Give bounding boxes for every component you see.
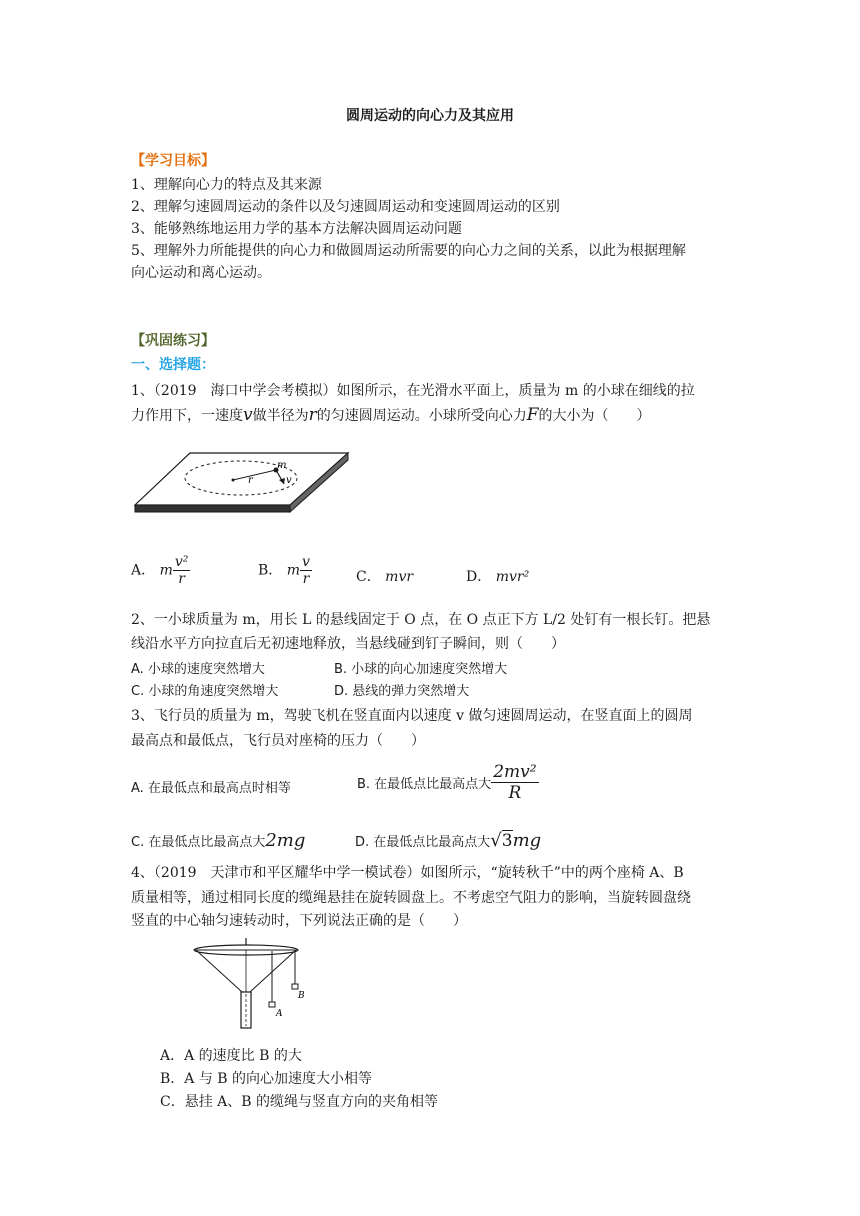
q3-d-text: D. 在最低点比最高点大 — [355, 835, 491, 850]
fraction-denominator: r — [302, 571, 310, 587]
q1-fig-label-v: v — [286, 475, 292, 486]
option-label: D． — [466, 569, 492, 585]
fraction-denominator: R — [508, 783, 522, 803]
q4-line2: 质量相等，通过相同长度的缆绳悬挂在旋转圆盘上。不考虑空气阻力的影响，当旋转圆盘绕 — [131, 890, 691, 906]
q2-line2: 线沿水平方向拉直后无初速地释放，当悬线碰到钉子瞬间，则（ ） — [131, 636, 565, 652]
q4-fig-label-a: A — [276, 1009, 283, 1019]
q1-var-F: F — [526, 405, 539, 425]
q1-c-value: mvr — [385, 569, 414, 585]
objective-item: 1、理解向心力的特点及其来源 — [131, 177, 322, 193]
q3-b-text: B. 在最低点比最高点大 — [357, 777, 492, 792]
q1-fig-label-m: m — [277, 460, 287, 471]
q1-var-r: r — [308, 405, 317, 425]
sqrt-radicand: 3 — [501, 831, 513, 851]
q4-line1: 4、（2019 天津市和平区耀华中学一模试卷）如图所示，“旋转秋千”中的两个座椅 A、B — [131, 865, 684, 881]
q3-c-text: C. 在最低点比最高点大 — [131, 835, 266, 850]
practice-heading: 【巩固练习】 — [131, 333, 215, 349]
q2-option-c: C. 小球的角速度突然增大 — [131, 684, 279, 699]
q4-line3: 竖直的中心轴匀速转动时，下列说法正确的是（ ） — [131, 913, 467, 929]
objective-item: 向心运动和离心运动。 — [131, 265, 271, 281]
q1-var-v: v — [243, 405, 253, 425]
fraction-numerator: v — [302, 554, 310, 570]
q3-line2: 最高点和最低点，飞行员对座椅的压力（ ） — [131, 733, 425, 749]
q4-option-b: B．A 与 B 的向心加速度大小相等 — [160, 1071, 373, 1087]
q1-b-fraction — [300, 554, 312, 587]
q4-option-a: A．A 的速度比 B 的大 — [160, 1048, 302, 1064]
q2-option-b: B. 小球的向心加速度突然增大 — [334, 662, 508, 677]
option-label: C． — [356, 569, 381, 585]
section-choice-heading: 一、选择题： — [131, 357, 215, 373]
q1-line1: 1、（2019 海口中学会考模拟）如图所示，在光滑水平面上，质量为 m 的小球在细线的拉 — [131, 383, 695, 399]
q3-option-a: A. 在最低点和最高点时相等 — [131, 781, 291, 796]
q1-a-m: m — [159, 562, 173, 579]
q4-option-c: C．悬挂 A、B 的缆绳与竖直方向的夹角相等 — [160, 1094, 439, 1110]
objective-item: 3、能够熟练地运用力学的基本方法解决圆周运动问题 — [131, 221, 462, 237]
fraction-numerator: 2mv² — [493, 762, 537, 782]
objective-item: 2、理解匀速圆周运动的条件以及匀速圆周运动和变速圆周运动的区别 — [131, 199, 560, 215]
q2-option-a: A. 小球的速度突然增大 — [131, 662, 265, 677]
q3-option-d — [355, 830, 541, 851]
q2-line1: 2、一小球质量为 m，用长 L 的悬线固定于 O 点，在 O 点正下方 L/2 处钉有一根长钉。把悬 — [131, 612, 711, 628]
q4-swing-figure — [188, 936, 308, 1032]
q3-c-value: 2mg — [265, 830, 306, 851]
objective-item: 5、理解外力所能提供的向心力和做圆周运动所需要的向心力之间的关系，以此为根据理解 — [131, 243, 686, 259]
q1-option-c — [356, 566, 413, 586]
q1-b-m: m — [286, 562, 301, 579]
q4-fig-label-b: B — [298, 991, 305, 1001]
q1-text: 的大小为（ ） — [538, 408, 651, 424]
q1-fig-label-r: r — [248, 475, 253, 486]
q2-option-d: D. 悬线的弹力突然增大 — [334, 684, 470, 699]
q1-plane-figure — [130, 448, 352, 528]
q3-b-fraction — [491, 762, 538, 803]
fraction-denominator: r — [178, 571, 185, 587]
sqrt-symbol: √ — [490, 830, 502, 851]
q3-d-value: mg — [512, 830, 542, 851]
q1-option-b — [258, 554, 312, 587]
q3-line1: 3、飞行员的质量为 m，驾驶飞机在竖直面内以速度 v 做匀速圆周运动，在竖直面上的圆周 — [131, 708, 693, 724]
q1-a-fraction — [173, 554, 191, 587]
q1-option-a — [131, 554, 190, 587]
q3-option-c — [131, 830, 305, 851]
q1-text: 的匀速圆周运动。小球所受向心力 — [316, 408, 527, 424]
fraction-numerator: v² — [174, 554, 189, 570]
objectives-heading: 【学习目标】 — [131, 153, 215, 169]
q1-line2 — [131, 405, 651, 426]
q1-option-d — [466, 566, 529, 586]
option-label: B． — [258, 562, 283, 579]
option-label: A． — [131, 562, 156, 579]
page-title: 圆周运动的向心力及其应用 — [346, 108, 514, 124]
q3-option-b — [357, 762, 539, 803]
q1-d-value: mvr² — [495, 569, 530, 585]
q1-text: 力作用下，一速度 — [131, 408, 243, 424]
q1-text: 做半径为 — [252, 408, 309, 424]
